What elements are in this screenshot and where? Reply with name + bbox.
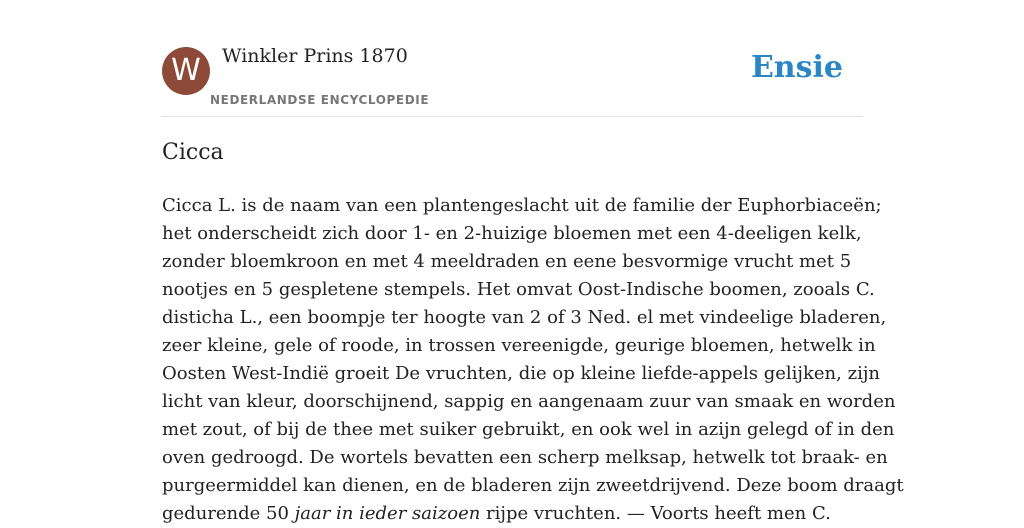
page-container [162, 0, 904, 524]
entry-body-line: het onderscheidt zich door 1- en 2-huizige bloemen met een 4-deeligen kelk, [162, 223, 862, 244]
entry-body-line: Cicca L. is de naam van een plantengeslacht uit de familie der Euphorbiaceën; [162, 195, 882, 216]
entry-body-line: purgeermiddel kan dienen, en de bladeren zijn zweetdrijvend. Deze boom draagt [162, 475, 904, 496]
entry-body-line: Oosten West-Indië groeit De vruchten, die op kleine liefde-appels gelijken, zijn [162, 363, 881, 384]
entry-body-line-partial [162, 500, 862, 528]
entry-body-line: licht van kleur, doorschijnend, sappig en aangenaam zuur van smaak en worden [162, 391, 896, 412]
source-subtitle: NEDERLANDSE ENCYCLOPEDIE [210, 93, 430, 107]
entry-body-fragment: gedurende 50 [162, 503, 295, 524]
entry-body-line: nootjes en 5 gespletene stempels. Het omvat Oost-Indische boomen, zooals C. [162, 279, 875, 300]
source-title-link[interactable]: Winkler Prins 1870 [222, 45, 408, 67]
entry-body-line: oven gedroogd. De wortels bevatten een scherp melksap, hetwelk tot braak- en [162, 447, 888, 468]
entry-body-fragment: rijpe vruchten. — Voorts heeft men C. [480, 503, 831, 524]
source-avatar[interactable]: W [162, 47, 210, 95]
entry-body-italic-fragment: jaar in ieder saizoen [294, 503, 481, 524]
entry-title: Cicca [162, 140, 224, 165]
entry-body-text [162, 192, 904, 528]
entry-body-line: zeer kleine, gele of roode, in trossen vereenigde, geurige bloemen, hetwelk in [162, 335, 876, 356]
entry-body-line: disticha L., een boompje ter hoogte van 2 of 3 Ned. el met vindeelige bladeren, [162, 307, 887, 328]
entry-body-line: zonder bloemkroon en met 4 meeldraden en eene besvormige vrucht met 5 [162, 251, 852, 272]
ensie-logo-link[interactable]: Ensie [750, 50, 843, 85]
entry-body-line: met zout, of bij de thee met suiker gebruikt, en ook wel in azijn gelegd of in den [162, 419, 895, 440]
source-header [162, 0, 862, 117]
